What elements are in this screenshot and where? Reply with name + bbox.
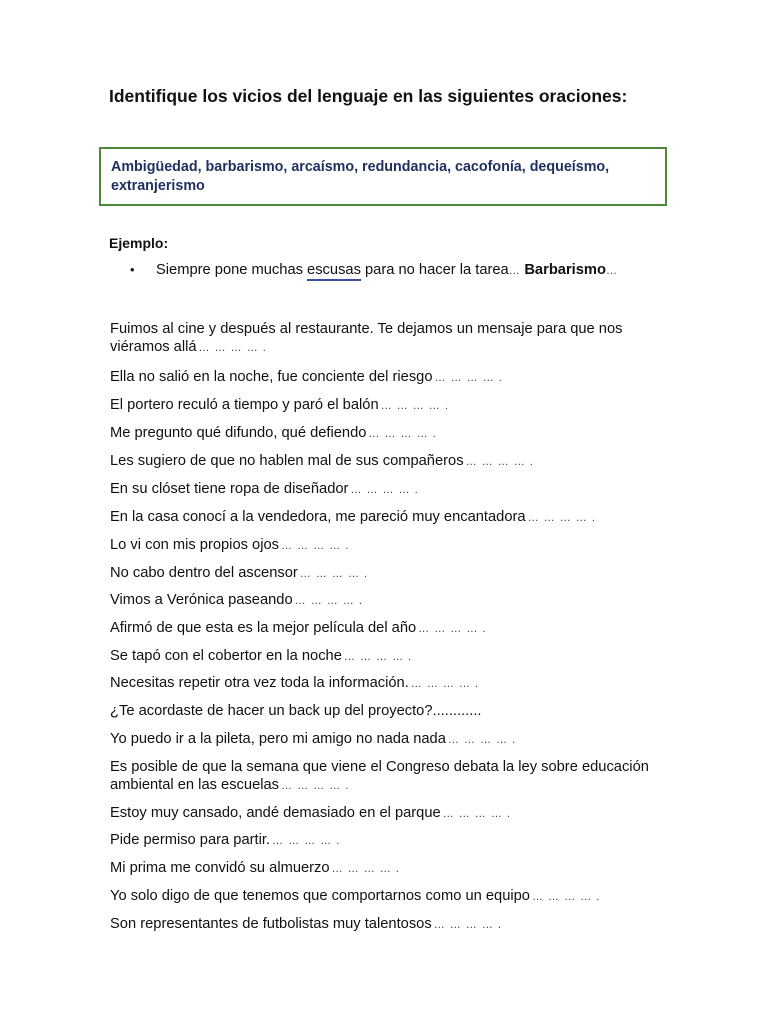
- exercise-sentence: [110, 424, 670, 443]
- exercise-sentence: [110, 452, 670, 471]
- answer-blank: … … … … .: [281, 540, 350, 552]
- answer-blank: … … … … .: [447, 734, 517, 746]
- sentence-text: Necesitas repetir otra vez toda la información.: [110, 675, 409, 691]
- sentence-text: ¿Te acordaste de hacer un back up del proyecto?............: [110, 703, 482, 719]
- exercise-sentence: [110, 368, 670, 387]
- exercise-sentence: [110, 804, 670, 823]
- answer-blank: … … … … .: [331, 863, 400, 875]
- exercise-sentence: [110, 619, 670, 638]
- exercise-sentence: [110, 887, 670, 906]
- sentence-text: Les sugiero de que no hablen mal de sus compañeros: [110, 453, 464, 469]
- answer-blank: … … … … .: [434, 372, 503, 384]
- exercise-sentence: [110, 396, 670, 415]
- example-dots: …: [508, 265, 521, 277]
- exercise-sentence: [110, 674, 670, 693]
- sentence-text: El portero reculó a tiempo y paró el balón: [110, 397, 379, 413]
- vocabulary-box: [99, 147, 667, 206]
- answer-blank: … … … … .: [442, 808, 511, 820]
- answer-blank: … … … … .: [350, 484, 419, 496]
- exercise-sentence: [110, 702, 670, 721]
- sentence-text: Me pregunto qué difundo, qué defiendo: [110, 425, 367, 441]
- answer-blank: … … … … .: [198, 342, 267, 354]
- sentence-text: Son representantes de futbolistas muy talentosos: [110, 916, 432, 932]
- sentence-text: Se tapó con el cobertor en la noche: [110, 648, 342, 664]
- exercise-sentence: [110, 647, 670, 666]
- answer-blank: … … … … .: [410, 678, 480, 690]
- sentence-text: Estoy muy cansado, andé demasiado en el parque: [110, 805, 441, 821]
- exercise-sentence: [110, 536, 670, 555]
- sentence-text: Vimos a Verónica paseando: [110, 592, 293, 608]
- vocabulary-list: Ambigüedad, barbarismo, arcaísmo, redundancia, cacofonía, dequeísmo, extranjerismo: [111, 159, 610, 194]
- exercise-sentence: [110, 591, 670, 610]
- sentence-text: En su clóset tiene ropa de diseñador: [110, 481, 349, 497]
- sentence-text: Pide permiso para partir.: [110, 832, 271, 848]
- exercise-sentence: [110, 564, 670, 583]
- bullet-icon: •: [130, 262, 135, 277]
- exercise-sentence: [110, 508, 670, 527]
- sentence-text: Es posible de que la semana que viene el Congreso debata la ley sobre educación ambiental en las escuelas: [110, 759, 649, 793]
- example-answer: Barbarismo: [524, 262, 606, 278]
- exercise-sentence: [110, 831, 670, 850]
- example-text-after: para no hacer la tarea: [360, 262, 509, 278]
- example-dots-end: …: [605, 265, 618, 277]
- example-text-before: Siempre pone muchas: [156, 262, 308, 278]
- sentence-text: No cabo dentro del ascensor: [110, 565, 298, 581]
- sentence-text: Mi prima me convidó su almuerzo: [110, 860, 330, 876]
- exercise-sentence: [110, 915, 670, 934]
- answer-blank: … … … … .: [272, 835, 341, 847]
- sentence-text: Ella no salió en la noche, fue conciente del riesgo: [110, 369, 433, 385]
- example-underlined-word: escusas: [307, 262, 361, 281]
- sentence-text: Yo solo digo de que tenemos que comportarnos como un equipo: [110, 888, 530, 904]
- example-item: [130, 262, 617, 278]
- example-label: Ejemplo:: [109, 235, 169, 251]
- sentence-text: Lo vi con mis propios ojos: [110, 537, 279, 553]
- sentence-text: Fuimos al cine y después al restaurante. Te dejamos un mensaje para que nos viéramos allá: [110, 321, 623, 355]
- answer-blank: … … … … .: [531, 891, 601, 903]
- answer-blank: … … … … .: [380, 400, 449, 412]
- exercise-sentence: [110, 730, 670, 749]
- sentence-text: Yo puedo ir a la pileta, pero mi amigo no nada nada: [110, 731, 446, 747]
- answer-blank: … … … … .: [465, 456, 534, 468]
- page-title: Identifique los vicios del lenguaje en las siguientes oraciones:: [109, 86, 628, 106]
- answer-blank: … … … … .: [527, 512, 596, 524]
- answer-blank: … … … … .: [368, 428, 437, 440]
- answer-blank: … … … … .: [343, 651, 413, 663]
- exercise-sentence: [110, 859, 670, 878]
- answer-blank: … … … … .: [294, 595, 363, 607]
- sentence-text: Afirmó de que esta es la mejor película del año: [110, 620, 417, 636]
- answer-blank: … … … … .: [299, 568, 369, 580]
- answer-blank: … … … … .: [418, 623, 487, 635]
- exercise-sentence: [110, 480, 670, 499]
- answer-blank: … … … … .: [281, 780, 350, 792]
- exercise-sentence: [110, 320, 670, 357]
- exercise-sentence: [110, 758, 670, 795]
- sentence-text: En la casa conocí a la vendedora, me pareció muy encantadora: [110, 509, 526, 525]
- answer-blank: … … … … .: [433, 919, 502, 931]
